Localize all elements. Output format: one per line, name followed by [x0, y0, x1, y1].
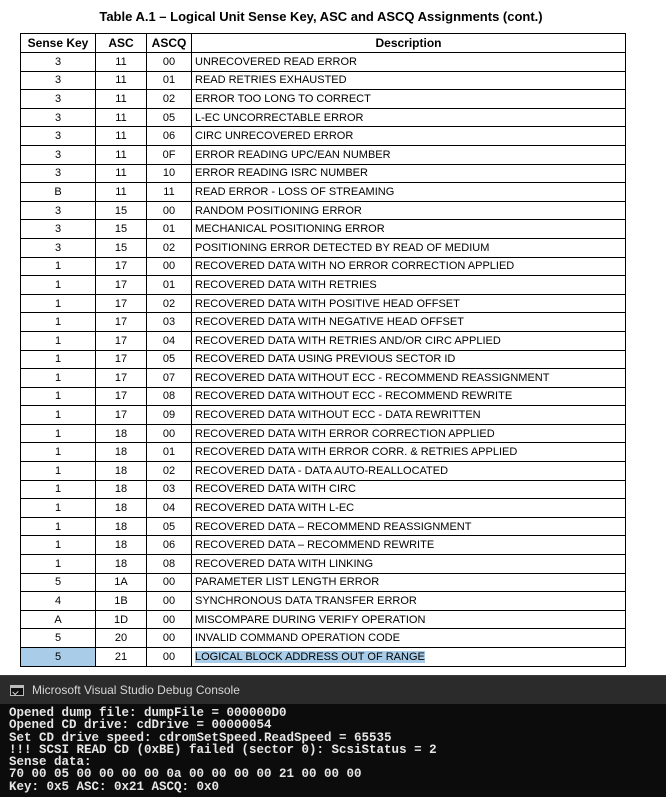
description-cell: RANDOM POSITIONING ERROR: [192, 201, 626, 220]
ascq-cell: 02: [147, 90, 192, 109]
description-cell: L-EC UNCORRECTABLE ERROR: [192, 108, 626, 127]
ascq-cell: 00: [147, 201, 192, 220]
table-row: [21, 480, 626, 499]
table-row: [21, 462, 626, 481]
sense-key-cell: 1: [21, 257, 96, 276]
table-header-row: [21, 34, 626, 53]
asc-cell: 11: [96, 127, 147, 146]
table-row: [21, 331, 626, 350]
asc-cell: 1A: [96, 573, 147, 592]
sense-key-cell: 3: [21, 145, 96, 164]
sense-key-cell: 3: [21, 90, 96, 109]
console-line: Set CD drive speed: cdromSetSpeed.ReadSpeed = 65535: [9, 730, 392, 745]
console-line: Sense data:: [9, 755, 92, 770]
column-header-ascq: ASCQ: [147, 34, 192, 53]
asc-cell: 1B: [96, 592, 147, 611]
column-header-sense-key: Sense Key: [21, 34, 96, 53]
ascq-cell: 02: [147, 238, 192, 257]
ascq-cell: 08: [147, 387, 192, 406]
asc-cell: 18: [96, 517, 147, 536]
sense-key-cell: 1: [21, 387, 96, 406]
description-cell: MECHANICAL POSITIONING ERROR: [192, 220, 626, 239]
description-cell: READ RETRIES EXHAUSTED: [192, 71, 626, 90]
description-cell: INVALID COMMAND OPERATION CODE: [192, 629, 626, 648]
description-cell: MISCOMPARE DURING VERIFY OPERATION: [192, 610, 626, 629]
console-line: Key: 0x5 ASC: 0x21 ASCQ: 0x0: [9, 779, 220, 794]
description-cell: RECOVERED DATA WITH ERROR CORR. & RETRIES APPLIED: [192, 443, 626, 462]
sense-key-cell: 1: [21, 369, 96, 388]
console-output[interactable]: [0, 704, 666, 793]
ascq-cell: 07: [147, 369, 192, 388]
description-cell: POSITIONING ERROR DETECTED BY READ OF MEDIUM: [192, 238, 626, 257]
ascq-cell: 00: [147, 610, 192, 629]
sense-key-cell: A: [21, 610, 96, 629]
ascq-cell: 05: [147, 517, 192, 536]
description-cell: RECOVERED DATA WITHOUT ECC - RECOMMEND REWRITE: [192, 387, 626, 406]
console-line: 70 00 05 00 00 00 00 0a 00 00 00 00 21 00 00 00: [9, 767, 362, 782]
column-header-description: Description: [192, 34, 626, 53]
asc-cell: 17: [96, 257, 147, 276]
ascq-cell: 01: [147, 443, 192, 462]
table-row: [21, 53, 626, 72]
ascq-cell: 10: [147, 164, 192, 183]
description-cell: LOGICAL BLOCK ADDRESS OUT OF RANGE: [192, 648, 626, 667]
table-row: [21, 220, 626, 239]
description-cell: RECOVERED DATA WITH RETRIES AND/OR CIRC APPLIED: [192, 331, 626, 350]
ascq-cell: 01: [147, 71, 192, 90]
ascq-cell: 01: [147, 220, 192, 239]
asc-cell: 15: [96, 238, 147, 257]
description-cell: READ ERROR - LOSS OF STREAMING: [192, 183, 626, 202]
table-row: [21, 629, 626, 648]
sense-key-cell: 5: [21, 573, 96, 592]
sense-key-cell: 3: [21, 71, 96, 90]
console-line: !!! SCSI READ CD (0xBE) failed (sector 0): ScsiStatus = 2: [9, 742, 437, 757]
asc-cell: 11: [96, 90, 147, 109]
table-row: [21, 257, 626, 276]
asc-cell: 1D: [96, 610, 147, 629]
table-row: [21, 517, 626, 536]
ascq-cell: 0F: [147, 145, 192, 164]
table-row: [21, 369, 626, 388]
table-row: [21, 127, 626, 146]
asc-cell: 18: [96, 499, 147, 518]
asc-cell: 17: [96, 350, 147, 369]
ascq-cell: 05: [147, 350, 192, 369]
description-cell: RECOVERED DATA WITH CIRC: [192, 480, 626, 499]
ascq-cell: 04: [147, 499, 192, 518]
table-row: [21, 555, 626, 574]
sense-key-cell: 1: [21, 555, 96, 574]
ascq-cell: 08: [147, 555, 192, 574]
asc-cell: 18: [96, 536, 147, 555]
table-row: [21, 648, 626, 667]
asc-cell: 15: [96, 201, 147, 220]
ascq-cell: 11: [147, 183, 192, 202]
table-row: [21, 443, 626, 462]
column-header-asc: ASC: [96, 34, 147, 53]
ascq-cell: 00: [147, 257, 192, 276]
table-row: [21, 573, 626, 592]
sense-key-cell: 1: [21, 276, 96, 295]
description-cell: UNRECOVERED READ ERROR: [192, 53, 626, 72]
table-row: [21, 183, 626, 202]
ascq-cell: 00: [147, 573, 192, 592]
description-cell: RECOVERED DATA WITHOUT ECC - RECOMMEND REASSIGNMENT: [192, 369, 626, 388]
sense-key-cell: 1: [21, 294, 96, 313]
table-row: [21, 406, 626, 425]
table-row: [21, 276, 626, 295]
asc-cell: 18: [96, 462, 147, 481]
asc-cell: 20: [96, 629, 147, 648]
sense-key-cell: 1: [21, 517, 96, 536]
table-row: [21, 164, 626, 183]
asc-cell: 11: [96, 53, 147, 72]
asc-cell: 15: [96, 220, 147, 239]
asc-cell: 17: [96, 406, 147, 425]
asc-cell: 17: [96, 387, 147, 406]
ascq-cell: 03: [147, 313, 192, 332]
asc-cell: 11: [96, 183, 147, 202]
console-title: Microsoft Visual Studio Debug Console: [32, 683, 240, 697]
asc-cell: 17: [96, 276, 147, 295]
table-row: [21, 424, 626, 443]
asc-cell: 11: [96, 145, 147, 164]
table-row: [21, 592, 626, 611]
sense-key-cell: 1: [21, 499, 96, 518]
table-title: Table A.1 – Logical Unit Sense Key, ASC and ASCQ Assignments (cont.): [99, 9, 543, 24]
table-row: [21, 145, 626, 164]
sense-key-cell: 1: [21, 462, 96, 481]
description-cell: ERROR READING ISRC NUMBER: [192, 164, 626, 183]
description-cell: PARAMETER LIST LENGTH ERROR: [192, 573, 626, 592]
table-row: [21, 387, 626, 406]
description-cell: RECOVERED DATA WITHOUT ECC - DATA REWRITTEN: [192, 406, 626, 425]
asc-cell: 17: [96, 313, 147, 332]
asc-cell: 17: [96, 294, 147, 313]
table-row: [21, 238, 626, 257]
description-cell: ERROR TOO LONG TO CORRECT: [192, 90, 626, 109]
ascq-cell: 06: [147, 127, 192, 146]
sense-key-cell: 4: [21, 592, 96, 611]
description-cell: RECOVERED DATA WITH NEGATIVE HEAD OFFSET: [192, 313, 626, 332]
table-row: [21, 313, 626, 332]
asc-cell: 18: [96, 443, 147, 462]
sense-key-cell: 3: [21, 127, 96, 146]
sense-key-cell: B: [21, 183, 96, 202]
description-cell: RECOVERED DATA WITH LINKING: [192, 555, 626, 574]
description-cell: RECOVERED DATA - DATA AUTO-REALLOCATED: [192, 462, 626, 481]
description-cell: RECOVERED DATA WITH RETRIES: [192, 276, 626, 295]
ascq-cell: 02: [147, 294, 192, 313]
sense-key-cell: 3: [21, 201, 96, 220]
description-cell: ERROR READING UPC/EAN NUMBER: [192, 145, 626, 164]
table-row: [21, 350, 626, 369]
asc-cell: 11: [96, 164, 147, 183]
description-cell: RECOVERED DATA – RECOMMEND REWRITE: [192, 536, 626, 555]
ascq-cell: 04: [147, 331, 192, 350]
table-row: [21, 499, 626, 518]
description-cell: SYNCHRONOUS DATA TRANSFER ERROR: [192, 592, 626, 611]
ascq-cell: 02: [147, 462, 192, 481]
sense-key-cell: 5: [21, 648, 96, 667]
table-row: [21, 90, 626, 109]
description-cell: RECOVERED DATA USING PREVIOUS SECTOR ID: [192, 350, 626, 369]
table-row: [21, 201, 626, 220]
description-cell: CIRC UNRECOVERED ERROR: [192, 127, 626, 146]
description-cell: RECOVERED DATA WITH NO ERROR CORRECTION APPLIED: [192, 257, 626, 276]
asc-cell: 11: [96, 71, 147, 90]
sense-key-cell: 1: [21, 424, 96, 443]
description-cell: RECOVERED DATA WITH POSITIVE HEAD OFFSET: [192, 294, 626, 313]
asc-cell: 11: [96, 108, 147, 127]
console-line: Opened CD drive: cdDrive = 00000054: [9, 718, 272, 733]
ascq-cell: 00: [147, 592, 192, 611]
sense-key-cell: 3: [21, 220, 96, 239]
asc-cell: 21: [96, 648, 147, 667]
ascq-cell: 00: [147, 629, 192, 648]
ascq-cell: 06: [147, 536, 192, 555]
asc-cell: 17: [96, 331, 147, 350]
sense-key-table: [20, 33, 626, 667]
debug-console-window[interactable]: [0, 675, 666, 797]
ascq-cell: 09: [147, 406, 192, 425]
sense-key-cell: 1: [21, 350, 96, 369]
table-row: [21, 108, 626, 127]
table-row: [21, 294, 626, 313]
table-row: [21, 71, 626, 90]
description-cell: RECOVERED DATA WITH ERROR CORRECTION APPLIED: [192, 424, 626, 443]
description-cell: RECOVERED DATA – RECOMMEND REASSIGNMENT: [192, 517, 626, 536]
sense-key-cell: 3: [21, 238, 96, 257]
sense-key-cell: 1: [21, 331, 96, 350]
console-title-bar[interactable]: [0, 675, 666, 704]
ascq-cell: 00: [147, 424, 192, 443]
sense-key-cell: 5: [21, 629, 96, 648]
sense-key-cell: 3: [21, 53, 96, 72]
asc-cell: 18: [96, 424, 147, 443]
ascq-cell: 01: [147, 276, 192, 295]
ascq-cell: 00: [147, 53, 192, 72]
sense-key-cell: 1: [21, 536, 96, 555]
console-app-icon: [10, 685, 24, 696]
sense-key-cell: 3: [21, 108, 96, 127]
sense-key-cell: 1: [21, 443, 96, 462]
sense-key-cell: 1: [21, 480, 96, 499]
asc-cell: 17: [96, 369, 147, 388]
console-line: Opened dump file: dumpFile = 000000D0: [9, 706, 287, 720]
asc-cell: 18: [96, 480, 147, 499]
description-cell: RECOVERED DATA WITH L-EC: [192, 499, 626, 518]
ascq-cell: 05: [147, 108, 192, 127]
sense-key-cell: 1: [21, 406, 96, 425]
ascq-cell: 03: [147, 480, 192, 499]
ascq-cell: 00: [147, 648, 192, 667]
sense-key-cell: 3: [21, 164, 96, 183]
table-row: [21, 536, 626, 555]
asc-cell: 18: [96, 555, 147, 574]
sense-key-cell: 1: [21, 313, 96, 332]
table-row: [21, 610, 626, 629]
